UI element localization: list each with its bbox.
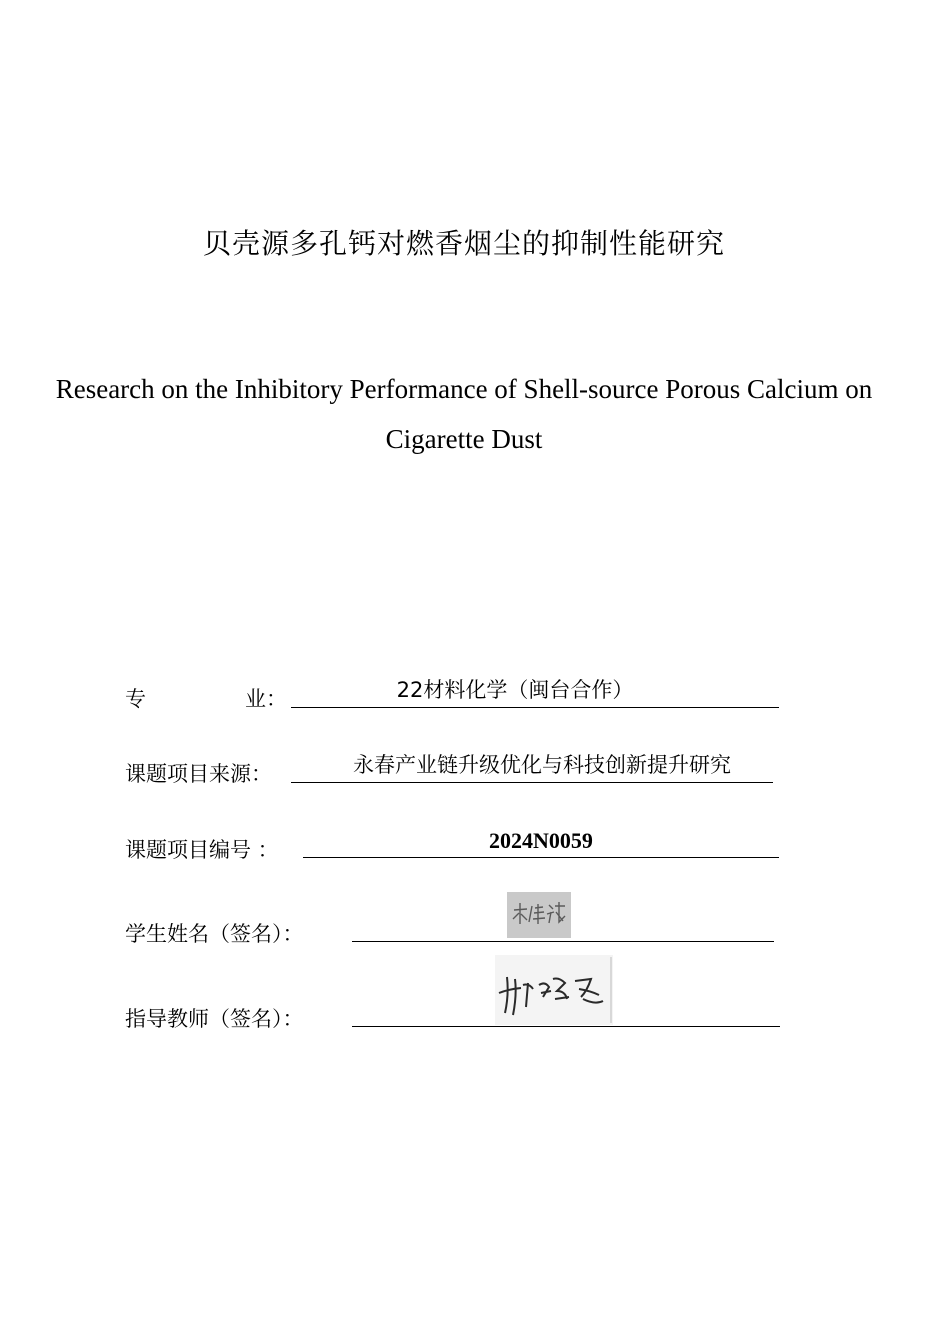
project-source-underline [291, 753, 773, 783]
project-source-value: 永春产业链升级优化与科技创新提升研究 [353, 753, 731, 777]
major-underline [291, 678, 779, 708]
project-number-value: 2024N0059 [489, 828, 593, 853]
project-number-field [125, 828, 785, 864]
advisor-signature-label: 指导教师（签名）： [125, 1007, 304, 1031]
project-source-label: 课题项目来源： [125, 762, 272, 786]
student-signature-field [125, 918, 785, 948]
major-value: 22材料化学（闽台合作） [396, 678, 634, 702]
project-source-field [125, 753, 785, 788]
major-label-part2: 业： [245, 687, 287, 711]
english-title: Research on the Inhibitory Performance of Shell-source Porous Calcium on Cigarette Dust [55, 374, 873, 454]
advisor-signature-field [125, 1003, 785, 1033]
student-signature-image [507, 892, 571, 938]
major-field [125, 678, 785, 713]
major-label-part1: 专 [125, 687, 146, 711]
advisor-signature-image [495, 955, 613, 1025]
student-signature-label: 学生姓名（签名）： [125, 922, 304, 946]
chinese-title: 贝壳源多孔钙对燃香烟尘的抑制性能研究 [202, 227, 725, 260]
project-number-underline [303, 828, 779, 858]
project-number-label: 课题项目编号 ： [125, 838, 279, 862]
